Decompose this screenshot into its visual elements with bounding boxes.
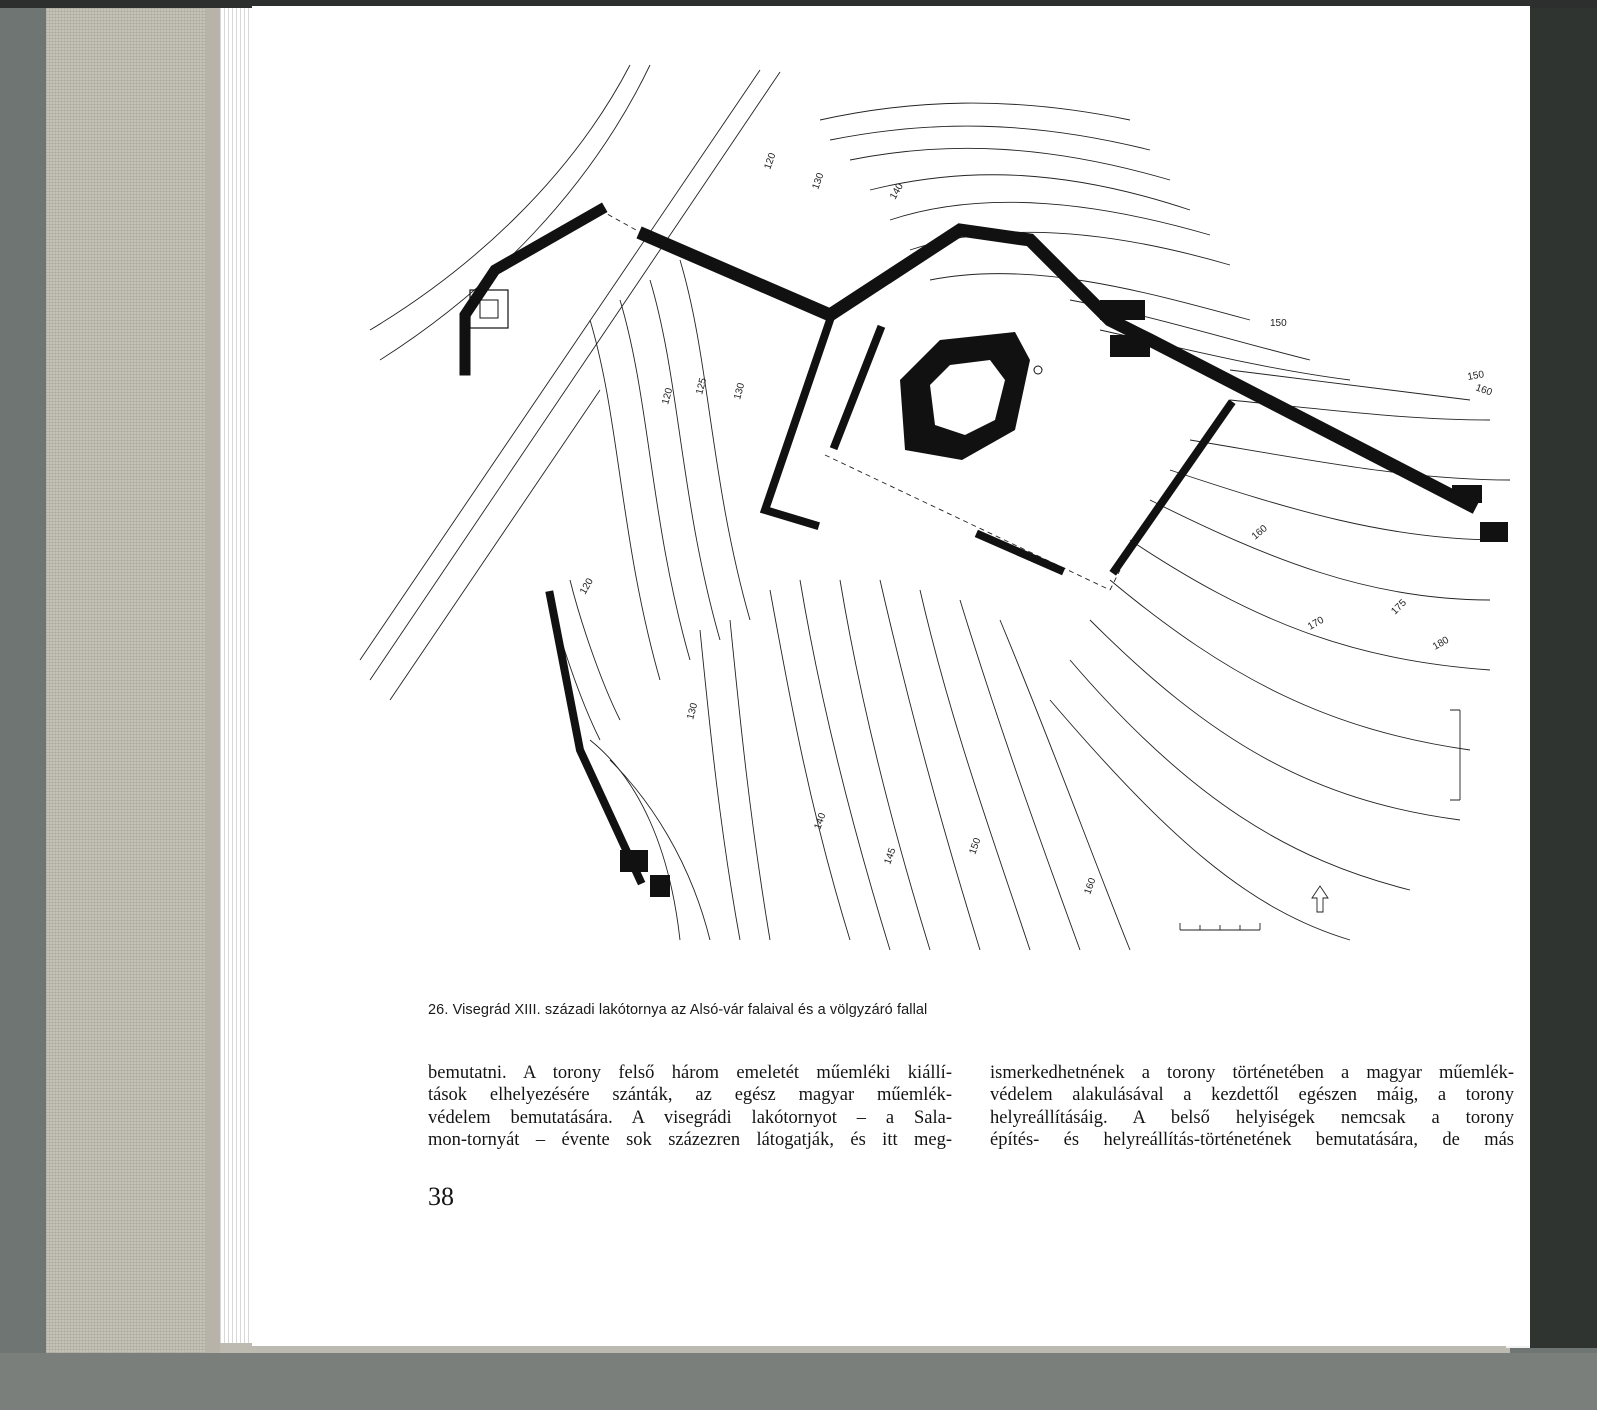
contour-label: 145 bbox=[882, 846, 899, 867]
page-number: 38 bbox=[428, 1182, 454, 1211]
page-stack bbox=[220, 8, 252, 1343]
text-line: építés- és helyreállítás-történetének bemutatására, de más bbox=[990, 1130, 1514, 1151]
text-line: bemutatni. A torony felső három emeletét műemléki kiállí- bbox=[428, 1063, 952, 1083]
text-line: védelem alakulásával a kezdettől egészen máig, a torony bbox=[990, 1085, 1514, 1106]
contour-label: 120 bbox=[762, 151, 779, 172]
figure-caption: 26. Visegrád XIII. századi lakótornya az Alsó-vár falaival és a völgyzáró fallal bbox=[428, 1002, 928, 1018]
contour-label: 150 bbox=[1466, 369, 1485, 383]
contour-label: 170 bbox=[1306, 614, 1326, 633]
contour-label: 130 bbox=[732, 381, 748, 401]
text-line: tások elhelyezésére szánták, az egész magyar műemlék- bbox=[428, 1085, 952, 1106]
contour-label: 160 bbox=[1249, 523, 1270, 543]
contour-label: 120 bbox=[660, 386, 676, 406]
contour-label: 175 bbox=[1389, 597, 1409, 618]
contour-label: 160 bbox=[1082, 876, 1099, 897]
contour-label: 150 bbox=[967, 836, 984, 857]
text-line: helyreállításáig. A belső helyiségek nemcsak a torony bbox=[990, 1107, 1514, 1128]
text-line: védelem bemutatására. A visegrádi lakótornyot – a Sala- bbox=[428, 1107, 952, 1128]
cloth-spine bbox=[46, 8, 220, 1353]
spine-edge bbox=[206, 8, 220, 1353]
contour-label: 160 bbox=[1473, 382, 1494, 399]
contour-label: 140 bbox=[812, 811, 829, 832]
site-plan-figure bbox=[350, 60, 1530, 975]
text-column-left bbox=[428, 1062, 952, 1152]
bottom-background bbox=[0, 1353, 1597, 1410]
text-column-right bbox=[990, 1062, 1514, 1152]
contour-label: 150 bbox=[1270, 318, 1287, 329]
right-background bbox=[1530, 8, 1597, 1348]
contour-label: 180 bbox=[1431, 634, 1451, 653]
contour-label: 125 bbox=[694, 376, 710, 396]
contour-label: 130 bbox=[810, 171, 827, 192]
text-line: mon-tornyát – évente sok százezren látogatják, és itt meg- bbox=[428, 1130, 952, 1151]
contour-label: 130 bbox=[685, 701, 701, 721]
contour-label: 140 bbox=[888, 181, 906, 202]
contour-label: 120 bbox=[578, 576, 596, 597]
text-line: ismerkedhetnének a torony történetében a magyar műemlék- bbox=[990, 1063, 1514, 1083]
